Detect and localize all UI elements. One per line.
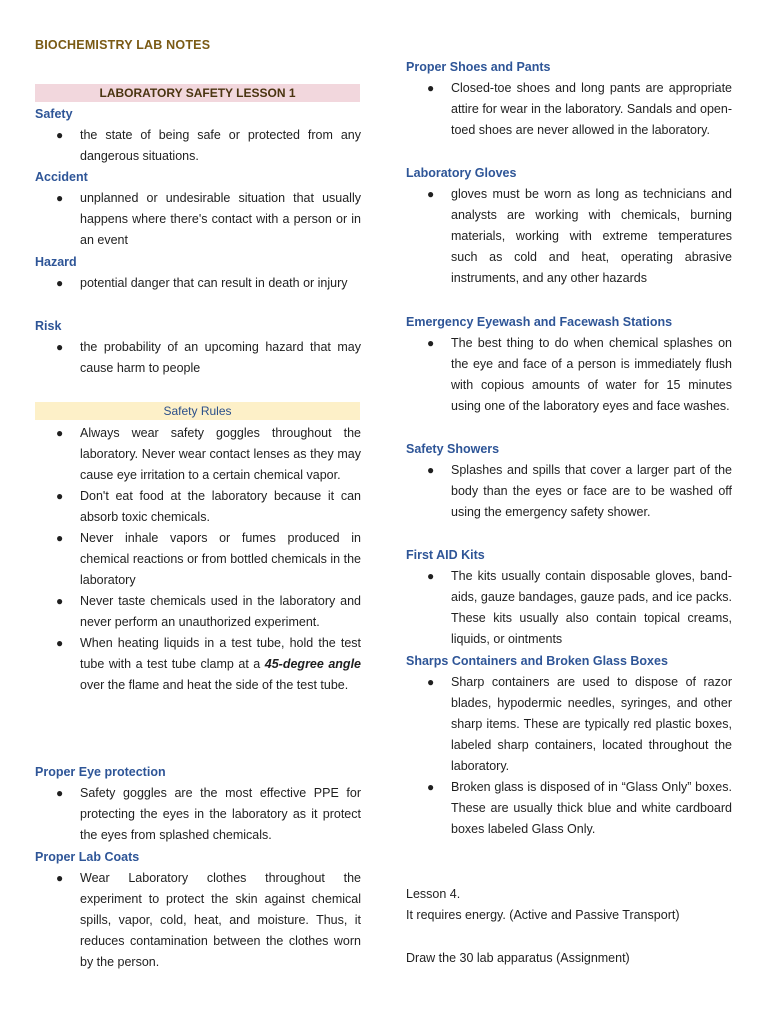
bullet-icon: ● xyxy=(56,276,64,290)
emphasis-angle: 45-degree angle xyxy=(264,657,361,671)
heading-lab-gloves: Laboratory Gloves xyxy=(406,166,517,180)
list-hazard xyxy=(35,273,361,294)
lesson-banner: LABORATORY SAFETY LESSON 1 xyxy=(35,84,360,102)
heading-risk: Risk xyxy=(35,319,62,333)
bullet-icon: ● xyxy=(427,569,435,583)
list-item: ● Closed-toe shoes and long pants are appropriate attire for wear in the laboratory. Sandals and open-toed shoes are never allowed in the laboratory. xyxy=(406,78,732,141)
bullet-icon: ● xyxy=(56,636,64,650)
list-item: ● Sharp containers are used to dispose of razor blades, hypodermic needles, syringes, and other sharp items. These are typically red plastic boxes, labeled sharp containers, located throughout the laboratory. xyxy=(406,672,732,777)
list-item: ● Wear Laboratory clothes throughout the experiment to protect the skin against chemical spills, vapor, cold, heat, and moisture. Thus, it reduces contamination between the clothes worn by the person. xyxy=(35,868,361,973)
bullet-icon: ● xyxy=(427,81,435,95)
list-item: ● the probability of an upcoming hazard that may cause harm to people xyxy=(35,337,361,379)
bullet-icon: ● xyxy=(56,489,64,503)
list-item: ● Splashes and spills that cover a larger part of the body than the eyes or face are to be washed off using the emergency safety shower. xyxy=(406,460,732,523)
bullet-icon: ● xyxy=(56,594,64,608)
list-item: ● The best thing to do when chemical splashes on the eye and face of a person is immediately flush with copious amounts of water for 15 minutes using one of the laboratory eyes and face washes. xyxy=(406,333,732,417)
list-item: ● gloves must be worn as long as technicians and analysts are working with chemicals, burning materials, working with extreme temperatures such as cold and heat, operating abrasive instruments, and any other hazards xyxy=(406,184,732,289)
list-eye-protection xyxy=(35,783,361,846)
bullet-icon: ● xyxy=(427,187,435,201)
bullet-icon: ● xyxy=(56,191,64,205)
list-first-aid xyxy=(406,566,732,650)
list-lab-gloves xyxy=(406,184,732,289)
list-item: ● unplanned or undesirable situation that usually happens where there's contact with a person or in an event xyxy=(35,188,361,251)
list-item: ● Don't eat food at the laboratory because it can absorb toxic chemicals. xyxy=(35,486,361,528)
list-sharps xyxy=(406,672,732,840)
note-line-1: It requires energy. (Active and Passive Transport) xyxy=(406,908,680,922)
heading-lab-coats: Proper Lab Coats xyxy=(35,850,140,864)
bullet-icon: ● xyxy=(56,871,64,885)
list-item: ● Broken glass is disposed of in “Glass Only” boxes. These are usually thick blue and white cardboard boxes labeled Glass Only. xyxy=(406,777,732,840)
bullet-icon: ● xyxy=(56,531,64,545)
bullet-icon: ● xyxy=(56,128,64,142)
heading-hazard: Hazard xyxy=(35,255,77,269)
heading-sharps: Sharps Containers and Broken Glass Boxes xyxy=(406,654,668,668)
lesson-note: Lesson 4. xyxy=(406,887,461,901)
list-item: ● Safety goggles are the most effective PPE for protecting the eyes in the laboratory as it protect the eyes from splashed chemicals. xyxy=(35,783,361,846)
bullet-icon: ● xyxy=(56,340,64,354)
bullet-icon: ● xyxy=(427,463,435,477)
list-item: ● The kits usually contain disposable gloves, band-aids, gauze bandages, gauze pads, and ice packs. These kits usually also contain topical creams, liquids, or ointments xyxy=(406,566,732,650)
bullet-icon: ● xyxy=(56,786,64,800)
list-safety-showers xyxy=(406,460,732,523)
list-item: ● Never inhale vapors or fumes produced in chemical reactions or from bottled chemicals in the laboratory xyxy=(35,528,361,591)
heading-eye-protection: Proper Eye protection xyxy=(35,765,166,779)
bullet-icon: ● xyxy=(427,675,435,689)
list-risk xyxy=(35,337,361,379)
list-shoes-pants xyxy=(406,78,732,141)
list-item: ● Never taste chemicals used in the laboratory and never perform an unauthorized experiment. xyxy=(35,591,361,633)
heading-first-aid: First AID Kits xyxy=(406,548,485,562)
list-item: ● the state of being safe or protected from any dangerous situations. xyxy=(35,125,361,167)
list-safety-rules xyxy=(35,423,361,696)
list-lab-coats xyxy=(35,868,361,973)
note-line-2: Draw the 30 lab apparatus (Assignment) xyxy=(406,951,630,965)
list-item: ● Always wear safety goggles throughout the laboratory. Never wear contact lenses as they may cause eye irritation to a certain chemical vapor. xyxy=(35,423,361,486)
heading-safety-showers: Safety Showers xyxy=(406,442,500,456)
heading-safety: Safety xyxy=(35,107,73,121)
heading-accident: Accident xyxy=(35,170,88,184)
bullet-icon: ● xyxy=(427,336,435,350)
heading-eyewash: Emergency Eyewash and Facewash Stations xyxy=(406,315,673,329)
list-accident xyxy=(35,188,361,251)
document-title: BIOCHEMISTRY LAB NOTES xyxy=(35,38,211,52)
list-eyewash xyxy=(406,333,732,417)
list-safety xyxy=(35,125,361,167)
bullet-icon: ● xyxy=(427,780,435,794)
list-item: ● potential danger that can result in death or injury xyxy=(35,273,361,294)
bullet-icon: ● xyxy=(56,426,64,440)
rules-banner: Safety Rules xyxy=(35,402,360,420)
list-item: ● When heating liquids in a test tube, hold the test tube with a test tube clamp at a 45-degree angle over the flame and heat the side of the test tube. xyxy=(35,633,361,696)
heading-shoes-pants: Proper Shoes and Pants xyxy=(406,60,551,74)
